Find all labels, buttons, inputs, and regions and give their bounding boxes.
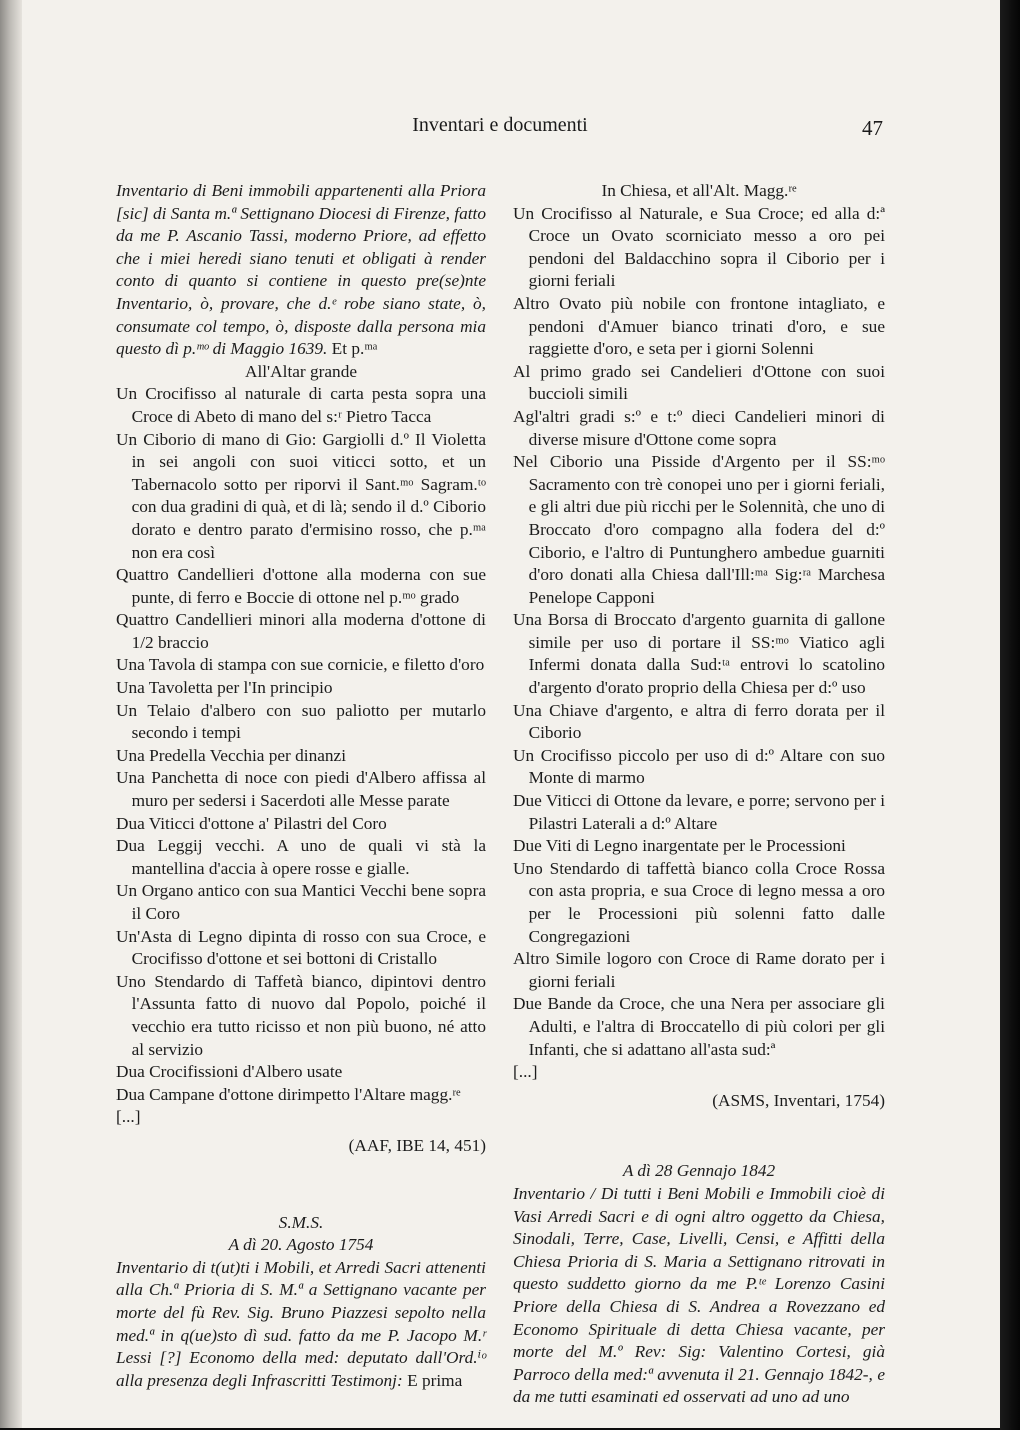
inventory-1754-intro	[116, 1257, 486, 1393]
list-item: Nel Ciborio una Pisside d'Argento per il SS:ᵐᵒ Sacramento con trè conopei uno per i giorni feriali, e gli altri due più ricchi per le Solennità, che uno di Broccato d'oro compagno alla fodera del d:º Ciborio, e l'altro di Puntunghero ambedue guarniti d'oro donati alla Chiesa dall'Ill:ᵐᵃ Sig:ʳᵃ Marchesa Penelope Capponi	[513, 452, 885, 607]
inventory-1639-intro	[116, 180, 486, 361]
list-item: Una Tavoletta per l'In principio	[116, 678, 333, 698]
list-item: Una Chiave d'argento, e altra di ferro dorata per il Ciborio	[513, 700, 885, 743]
ellipsis: [...]	[513, 1062, 538, 1082]
list-item: Due Bande da Croce, che una Nera per associare gli Adulti, e l'altra di Broccatello di più colori per gli Infanti, che si adattano all'asta sud:ª	[513, 994, 885, 1059]
list-item: Dua Crocifissioni d'Albero usate	[116, 1062, 343, 1082]
page-number: 47	[862, 116, 883, 140]
list-item: Una Panchetta di noce con piedi d'Albero affissa al muro per sedersi i Sacerdoti alle Messe parate	[116, 768, 486, 811]
list-item: Un Organo antico con sua Mantici Vecchi bene sopra il Coro	[116, 881, 486, 923]
intro-text: Inventario di Beni immobili appartenenti alla Priora [sic] di Santa m.ª Settignano Diocesi di Firenze, fatto da me P. Ascanio Tassi, moderno Priore, ad effetto che i miei heredi siano tenuti et obligati à render conto di quanto si contiene in questo pre(se)nte Inventario, ò, provare, che d.ᵉ robe siano state, ò, consumate col tempo, ò, disposte dalla persona mia questo dì p.ᵐᵒ di Maggio 1639.	[116, 181, 486, 359]
date-heading: A dì 28 Gennajo 1842	[622, 1161, 776, 1181]
list-item: Una Predella Vecchia per dinanzi	[116, 745, 346, 765]
list-item: Dua Campane d'ottone dirimpetto l'Altare magg.ʳᵉ	[116, 1084, 461, 1104]
list-item: Quattro Candellieri minori alla moderna d'ottone di 1/2 braccio	[116, 610, 486, 652]
left-column	[116, 180, 486, 1392]
list-item: Due Viticci di Ottone da levare, e porre; servono per i Pilastri Laterali a d:º Altare	[513, 791, 885, 833]
running-title: Inventari e documenti	[412, 114, 588, 136]
list-item: Un Crocifisso piccolo per uso di d:º Altare con suo Monte di marmo	[513, 745, 885, 788]
list-item: Dua Leggij vecchi. A uno de quali vi stà la mantellina d'accia à opere rosse e gialle.	[116, 836, 486, 878]
source-citation: (AAF, IBE 14, 451)	[348, 1135, 486, 1155]
inventory-1842-intro: Inventario / Di tutti i Beni Mobili e Immobili cioè di Vasi Arredi Sacri e di ogni altro oggetto da Chiesa, Sinodali, Terre, Case, Livelli, Censi, e Affitti della Chiesa Prioria di S. Maria a Settignano ritrovati in questo suddetto giorno da me P.ᵗᵉ Lorenzo Casini Priore della Chiesa di S. Andrea a Rovezzano ed Economo Spirituale di detta Chiesa vacante, per morte del M.º Rev: Sig: Valentino Cortesi, già Parroco della med:ª avvenuta il 21. Gennajo 1842-, e da me tutti esaminati ed osservati ad uno ad uno	[513, 1183, 885, 1407]
sms-heading: S.M.S.	[278, 1212, 324, 1232]
list-item: Un Ciborio di mano di Gio: Gargiolli d.º Il Violetta in sei angoli con suoi viticci sotto, et un Tabernacolo sotto per riporvi il Sant.ᵐᵒ Sagram.ᵗᵒ con dua gradini di quà, et di là; sendo il d.º Ciborio dorato e dentro parato d'ermisino rosso, che p.ᵐᵃ non era così	[116, 429, 486, 562]
page-gutter-shadow	[0, 0, 22, 1428]
list-item: Altro Ovato più nobile con frontone intagliato, e pendoni d'Amuer bianco trinati d'oro, e sue raggiette d'oro, e seta per i giorni Solenni	[513, 293, 885, 359]
scan-edge	[1000, 0, 1020, 1430]
list-item: Uno Stendardo di taffettà bianco colla Croce Rossa con asta propria, e sua Croce di legno messa a oro per le Processioni più solenni fatto dalle Congregazioni	[513, 858, 885, 946]
intro-tail: E prima	[402, 1370, 463, 1390]
list-item: Due Viti di Legno inargentate per le Processioni	[513, 836, 846, 856]
list-item: Dua Viticci d'ottone a' Pilastri del Coro	[116, 813, 387, 833]
list-item: Agl'altri gradi s:º e t:º dieci Candelieri minori di diverse misure d'Ottone come sopra	[513, 406, 885, 449]
intro-tail: Et p.ᵐᵃ	[327, 339, 378, 359]
section-heading: In Chiesa, et all'Alt. Magg.ʳᵉ	[601, 181, 797, 200]
list-item: Al primo grado sei Candelieri d'Ottone con suoi buccioli simili	[513, 361, 885, 404]
list-item: Altro Simile logoro con Croce di Rame dorato per i giorni feriali	[513, 949, 885, 991]
section-heading: All'Altar grande	[244, 361, 358, 381]
list-item: Una Borsa di Broccato d'argento guarnita di gallone simile per uso di portare il SS:ᵐᵒ Viatico agli Infermi donata dalla Sud:ᵗᵃ entrovi lo scatolino d'argento d'orato proprio della Chiesa per d:º uso	[513, 610, 885, 698]
list-item: Un Crocifisso al naturale di carta pesta sopra una Croce di Abeto di mano del s:ʳ Pietro Tacca	[116, 384, 486, 426]
source-citation: (ASMS, Inventari, 1754)	[712, 1090, 885, 1110]
list-item: Un'Asta di Legno dipinta di rosso con sua Croce, e Crocifisso d'ottone et sei bottoni di Cristallo	[116, 926, 486, 969]
list-item: Uno Stendardo di Taffetà bianco, dipintovi dentro l'Assunta fatto di nuovo dal Popolo, poiché il vecchio era tutto ricisso et non più buono, né atto al servizio	[116, 971, 486, 1059]
list-item: Un Crocifisso al Naturale, e Sua Croce; ed alla d:ª Croce un Ovato scorniciato messo a oro pei pendoni del Baldacchino sopra il Ciborio per i giorni feriali	[513, 203, 885, 291]
date-heading: A dì 20. Agosto 1754	[228, 1235, 374, 1255]
right-column	[513, 180, 885, 1409]
ellipsis: [...]	[116, 1107, 141, 1127]
intro-text: Inventario di t(ut)ti i Mobili, et Arredi Sacri attenenti alla Ch.ª Prioria di S. M.ª a Settignano vacante per morte del fù Rev. Sig. Bruno Piazzesi sepolto nella med.ª in q(ue)sto dì sud. fatto da me P. Jacopo M.ʳ Lessi [?] Economo della med: deputato dall'Ord.ⁱᵒ alla presenza degli Infrascritti Testimonj:	[116, 1257, 486, 1390]
list-item: Una Tavola di stampa con sue cornicie, e filetto d'oro	[116, 655, 485, 675]
list-item: Un Telaio d'albero con suo paliotto per mutarlo secondo i tempi	[116, 700, 486, 743]
list-item: Quattro Candellieri d'ottone alla moderna con sue punte, di ferro e Boccie di ottone nel p.ᵐᵒ grado	[116, 565, 486, 607]
